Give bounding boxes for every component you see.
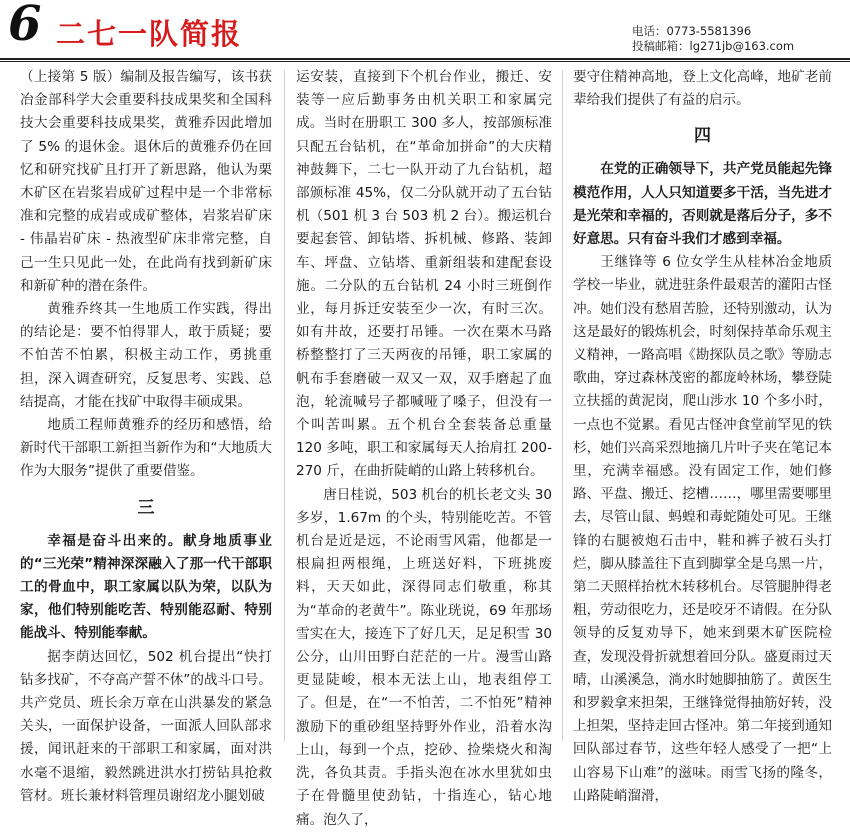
paragraph: 王继锋等 6 位女学生从桂林冶金地质学校一毕业，就进驻条件最艰苦的灌阳古怪冲。她们没有愁眉苦脸，还特别激动，认为这是最好的锻炼机会，时刻保持革命乐观主义精神，一路高唱《勘探队员之歌》等励志歌曲，穿过森林茂密的都庞岭林场，攀登陡立扶摇的黄泥岗，爬山涉水 10 个多小时，一点也不觉累。看见古怪冲食堂前罕见的铁杉，她们兴高采烈地摘几片叶子夹在笔记本里，充满幸福感。没有固定工作，她们修路、平盘、搬迁、挖槽……，哪里需要哪里去，尽管山鼠、蚂蝗和毒蛇随处可见。王继锋的右腿被炮石击中，鞋和裤子被石头打烂，脚从膝盖往下直到脚掌全是乌黑一片，第二天照样抬枕木转移机台。尽管腿肿得老粗，劳动很吃力，还是咬牙不请假。在分队领导的反复劝导下，她来到栗木矿医院检查，发现没骨折就想着回分队。盛夏雨过天晴，山溪溪急，淌水时她脚抽筋了。黄医生和罗毅拿来担架，王继锋觉得抽筋好转，没上担架，坚持走回古怪冲。第二年接到通知回队部过春节，这些年轻人感受了一把“上山容易下山难”的滋味。雨雪飞扬的隆冬，山路陡峭溜滑，	[573, 254, 832, 804]
paragraph: 据李荫达回忆，502 机台提出“快打钻多找矿，不夺高产誓不休”的战斗口号。共产党员、班长余万章在山洪暴发的紧急关头，一面保护设备，一面派人回队部求援，闻讯赶来的干部职工和家属，面对洪水毫不退缩，毅然跳进洪水打捞钻具抢救管材。班长兼材料管理员谢绍龙小腿划破	[20, 648, 272, 804]
section-lead: 在党的正确领导下，共产党员能起先锋模范作用，人人只知道要多干活，当先进才是光荣和幸福的，否则就是落后分子，多不好意思。只有奋斗我们才感到幸福。	[573, 161, 832, 248]
column-divider	[284, 70, 285, 741]
section-heading: 三	[137, 497, 155, 518]
paragraph: 地质工程师黄雅乔的经历和感悟，给新时代干部职工新担当新作为和“大地质大作为大服务”提供了重要借鉴。	[20, 417, 272, 480]
contact-phone: 电话：0773-5581396	[632, 24, 752, 38]
contact-info	[632, 24, 832, 54]
paragraph: 黄雅乔终其一生地质工作实践，得出的结论是：要不怕得罪人，敢于质疑；要不怕苦不怕累，积极主动工作，勇挑重担，深入调查研究，反复思考、实践、总结提高，才能在找矿中取得丰硕成果。	[20, 301, 272, 410]
page-number: 6	[8, 0, 42, 52]
header	[0, 0, 850, 64]
article-column-1	[20, 66, 272, 804]
paragraph: 唐日桂说，503 机台的机长老文头 30 多岁，1.67m 的个头，特别能吃苦。不管机台是近是远，不论雨雪风霜，他都是一根扁担两根绳，上班送好料，下班挑废料，天天如此，深得同志们敬重，称其为“革命的老黄牛”。陈业珖说，69 年那场雪实在大，接连下了好几天，足足积雪 30 公分，山川田野白茫茫的一片。漫雪山路更显陡峻，根本无法上山，地表组停工了。但是，在“一不怕苦，二不怕死”精神激励下的重砂组坚持野外作业，沿着水沟上山，每到一个点，挖砂、捡柴烧火和淘洗，各负其责。手指头泡在冰水里犹如虫子在骨髓里使劲钻，十指连心，钻心地痛。泡久了，	[296, 486, 552, 828]
column-divider	[562, 70, 563, 741]
section-heading: 四	[694, 126, 711, 147]
article-column-3	[573, 66, 832, 804]
paragraph: 运安装，直接到下个机台作业，搬迁、安装等一应后勤事务由机关职工和家属完成。当时在册职工 300 多人，按部颁标准只配五台钻机，在“革命加拼命”的大庆精神鼓舞下，二七一队开动了九台钻机，超部颁标准 45%，仅二分队就开动了五台钻机（501 机 3 台 503 机 2 台）。搬运机台要起套管、卸钻塔、拆机械、修路、装卸车、坪盘、立钻塔、重新组装和建配套设施。二分队的五台钻机 24 小时三班倒作业，每月拆迁安装至少一次，有时三次。如有井故，还要打吊锤。一次在栗木马路桥整整打了三天两夜的吊锤，职工家属的帆布手套磨破一双又一双，双手磨起了血泡，轮流喊号子都喊哑了嗓子，但没有一个叫苦叫累。五个机台全套装备总重量 120 多吨，职工和家属每天人抬肩扛 200-270 斤，在曲折陡峭的山路上转移机台。	[296, 69, 552, 480]
header-rule	[0, 58, 850, 60]
paragraph: 要守住精神高地，登上文化高峰，地矿老前辈给我们提供了有益的启示。	[573, 69, 832, 109]
header-rule-thin	[0, 61, 850, 62]
paragraph: （上接第 5 版）编制及报告编写，该书获冶金部科学大会重要科技成果奖和全国科技大会重要科技成果奖，黄雅乔因此增加了 5% 的退休金。退休后的黄雅乔仍在回忆和研究找矿且打开了新思路，他认为栗木矿区在岩浆岩成矿过程中是一个非常标准和完整的成岩或成矿整体，岩浆岩矿床 - 伟晶岩矿床 - 热液型矿床非常完整，自己一生只见此一处，在此尚有找到新矿床和新矿种的潜在条件。	[20, 69, 272, 294]
contact-email: 投稿邮箱：lg271jb@163.com	[632, 39, 795, 53]
article-column-2	[296, 66, 552, 828]
masthead-title: 二七一队简报	[56, 17, 243, 51]
section-lead: 幸福是奋斗出来的。献身地质事业的“三光荣”精神深深融入了那一代干部职工的骨血中，职工家属以队为荣，以队为家，他们特别能吃苦、特别能忍耐、特别能战斗、特别能奉献。	[20, 532, 272, 642]
